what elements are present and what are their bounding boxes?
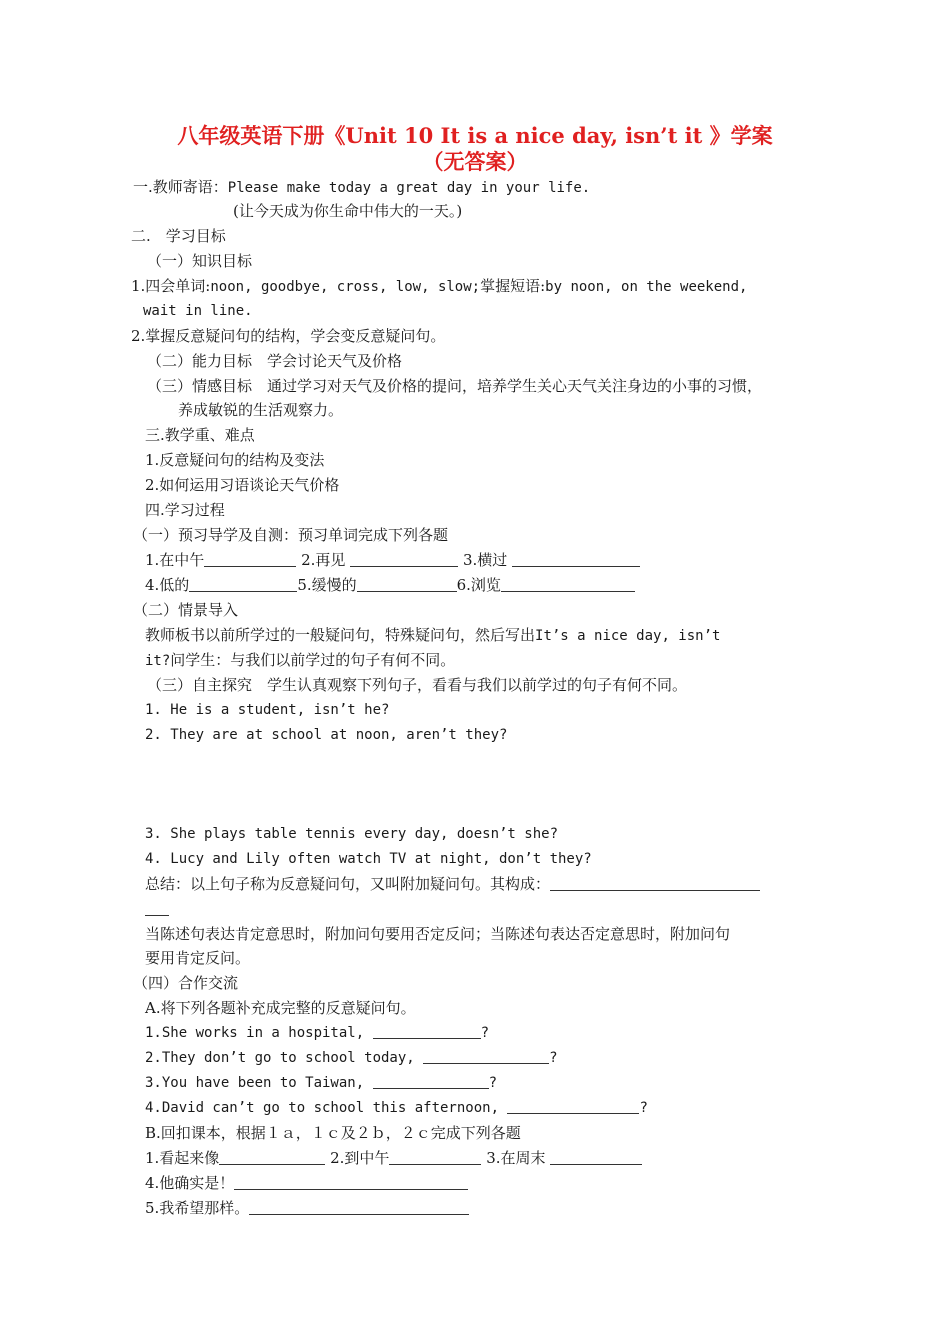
part-b-row-1	[145, 1146, 642, 1170]
knowledge-item-1	[131, 274, 747, 299]
b3-blank[interactable]	[550, 1148, 642, 1165]
intro-line-2	[145, 648, 455, 673]
vocab-row-2	[145, 573, 635, 597]
section-3-heading: 三.教学重、难点	[145, 426, 255, 444]
part-b-heading: B.回扣课本，根据１ａ，１ｃ及２ｂ，２ｃ完成下列各题	[145, 1124, 521, 1142]
k1-phrases-label: 掌握短语:	[480, 277, 546, 295]
a3-blank[interactable]	[373, 1072, 489, 1089]
goal-emotion-cont: 养成敏锐的生活观察力。	[178, 401, 344, 419]
part-a-heading: A.将下列各题补充成完整的反意疑问句。	[145, 999, 416, 1017]
subsection-explore: （三）自主探究 学生认真观察下列句子，看看与我们以前学过的句子有何不同。	[147, 676, 688, 694]
vocab-2-blank[interactable]	[350, 550, 458, 567]
question-a2	[145, 1046, 558, 1070]
b3-label: 3.在周末	[486, 1149, 546, 1167]
subsection-cooperate: （四）合作交流	[133, 974, 239, 992]
a1-qmark: ?	[480, 1025, 490, 1041]
question-a4	[145, 1096, 648, 1120]
rule-line-2: 要用肯定反问。	[145, 949, 251, 967]
k1-phrases: by noon, on the weekend,	[545, 279, 748, 295]
vocab-1-blank[interactable]	[204, 550, 296, 567]
vocab-6-label: 6.浏览	[456, 576, 501, 594]
subsection-situation: （二）情景导入	[133, 601, 239, 619]
intro2-cn: 问学生：与我们以前学过的句子有何不同。	[170, 651, 456, 669]
goal-knowledge: （一）知识目标	[147, 252, 253, 270]
part-b-row-4	[145, 1171, 468, 1195]
vocab-1-label: 1.在中午	[145, 551, 205, 569]
vocab-row-1	[145, 548, 640, 572]
teacher-message-cn: (让今天成为你生命中伟大的一天。)	[233, 202, 463, 220]
vocab-4-blank[interactable]	[189, 575, 297, 592]
example-2: 2. They are at school at noon, aren’t they?	[145, 727, 508, 743]
summary-blank-cont-row	[145, 897, 169, 921]
summary-line	[145, 872, 760, 896]
part-b-row-5	[145, 1196, 469, 1220]
summary-text: 总结：以上句子称为反意疑问句，又叫附加疑问句。其构成：	[145, 875, 551, 893]
b5-blank[interactable]	[249, 1198, 469, 1215]
vocab-6-blank[interactable]	[501, 575, 635, 592]
a4-qmark: ?	[639, 1100, 648, 1116]
b4-label: 4.他确实是！	[145, 1174, 235, 1192]
subsection-preview: （一）预习导学及自测：预习单词完成下列各题	[133, 526, 449, 544]
knowledge-item-1-cont: wait in line.	[143, 303, 253, 319]
a4-text: 4.David can’t go to school this afternoon,	[145, 1100, 500, 1116]
a1-blank[interactable]	[373, 1022, 481, 1039]
vocab-2-label: 2.再见	[301, 551, 346, 569]
a2-blank[interactable]	[423, 1047, 549, 1064]
teacher-message-en: Please make today a great day in your life.	[227, 180, 591, 196]
key-point-1: 1.反意疑问句的结构及变法	[145, 451, 325, 469]
question-a1	[145, 1021, 489, 1045]
question-a3	[145, 1071, 497, 1095]
b1-label: 1.看起来像	[145, 1149, 220, 1167]
goal-ability: （二）能力目标 学会讨论天气及价格	[147, 352, 403, 370]
intro-cn: 教师板书以前所学过的一般疑问句，特殊疑问句，然后写出	[145, 626, 536, 644]
vocab-5-label: 5.缓慢的	[297, 576, 357, 594]
doc-title-line2: （无答案）	[422, 149, 528, 174]
section-2-heading: 二. 学习目标	[131, 227, 226, 245]
summary-blank-cont[interactable]	[145, 899, 169, 916]
a4-blank[interactable]	[507, 1097, 639, 1114]
summary-blank[interactable]	[550, 874, 760, 891]
a3-qmark: ?	[488, 1075, 498, 1091]
teacher-message-label: 一.教师寄语：	[133, 178, 228, 196]
teacher-message	[133, 175, 590, 200]
a1-text: 1.She works in a hospital,	[145, 1025, 365, 1041]
intro2-en: it?	[145, 653, 171, 669]
b5-label: 5.我希望那样。	[145, 1199, 250, 1217]
intro-en: It’s a nice day, isn’t	[535, 628, 721, 644]
vocab-3-label: 3.横过	[462, 551, 508, 569]
a3-text: 3.You have been to Taiwan,	[145, 1075, 365, 1091]
vocab-5-blank[interactable]	[357, 575, 457, 592]
doc-title-line1: 八年级英语下册《Unit 10 It is a nice day, isn’t it 》学案	[177, 123, 773, 148]
k1-label: 1.四会单词:	[131, 277, 211, 295]
b1-blank[interactable]	[219, 1148, 325, 1165]
example-3: 3. She plays table tennis every day, doesn’t she?	[145, 826, 559, 842]
example-4: 4. Lucy and Lily often watch TV at night, don’t they?	[145, 851, 592, 867]
vocab-4-label: 4.低的	[145, 576, 190, 594]
section-4-heading: 四.学习过程	[145, 501, 225, 519]
a2-text: 2.They don’t go to school today,	[145, 1050, 415, 1066]
b2-label: 2.到中午	[330, 1149, 390, 1167]
a2-qmark: ?	[549, 1050, 558, 1066]
example-1: 1. He is a student, isn’t he?	[145, 702, 390, 718]
rule-line-1: 当陈述句表达肯定意思时，附加问句要用否定反问；当陈述句表达否定意思时，附加问句	[145, 925, 731, 943]
goal-emotion: （三）情感目标 通过学习对天气及价格的提问，培养学生关心天气关注身边的小事的习惯，	[147, 377, 763, 395]
b4-blank[interactable]	[234, 1173, 468, 1190]
intro-line-1	[145, 623, 720, 648]
key-point-2: 2.如何运用习语谈论天气价格	[145, 476, 340, 494]
vocab-3-blank[interactable]	[512, 550, 640, 567]
k1-words: noon, goodbye, cross, low, slow;	[210, 279, 481, 295]
b2-blank[interactable]	[389, 1148, 481, 1165]
knowledge-item-2: 2.掌握反意疑问句的结构，学会变反意疑问句。	[131, 327, 446, 345]
